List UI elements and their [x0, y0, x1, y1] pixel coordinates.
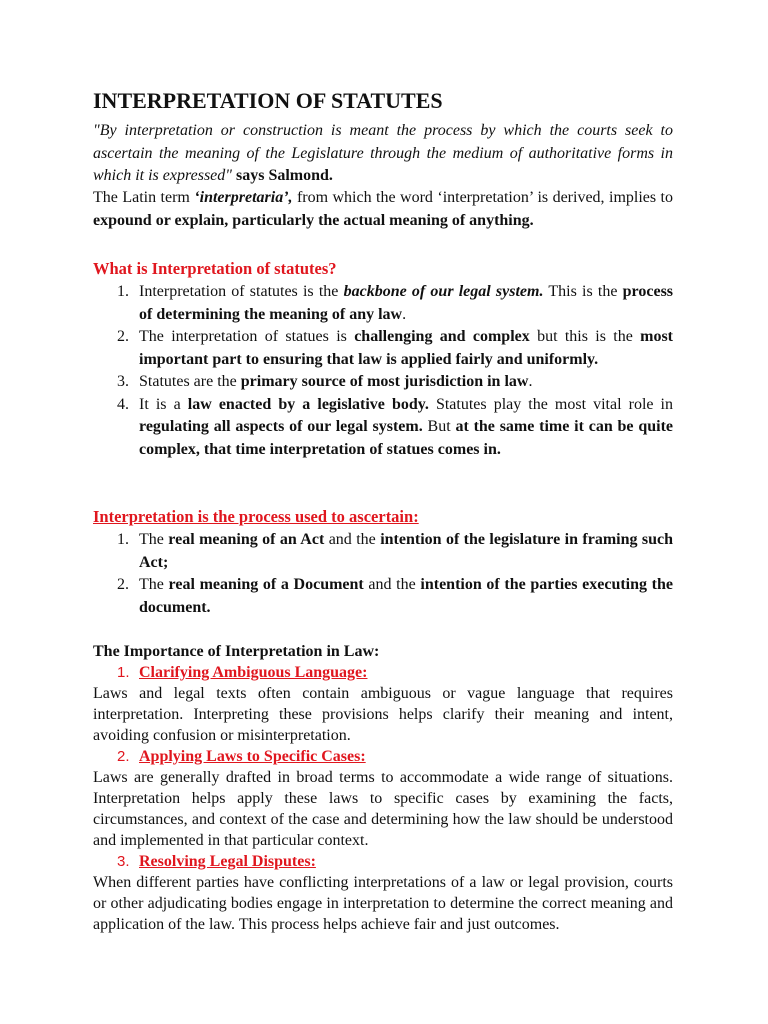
text-run: challenging and complex [354, 328, 530, 345]
list-item [93, 529, 673, 574]
list-item [93, 394, 673, 462]
list-number: 2. [117, 328, 129, 345]
text-run: from which the word ‘interpretation’ is derived, implies to [292, 189, 673, 206]
text-run: and the [324, 531, 381, 548]
text-run: expound or explain, particularly the actual meaning of anything. [93, 211, 534, 229]
text-run: The Latin term [93, 189, 195, 206]
importance-body: Laws and legal texts often contain ambiguous or vague language that requires interpretation. Interpreting these provisions helps clarify their meaning and intent, avoiding confusion or misinterpretation. [93, 685, 673, 744]
text-run: This is the [543, 283, 623, 300]
text-run: law enacted by a legislative body. [187, 395, 429, 413]
list-number: 2. [117, 576, 129, 593]
text-run: Interpretation of statutes is the [139, 283, 344, 300]
text-run: The [139, 531, 169, 548]
section-heading-importance: The Importance of Interpretation in Law: [93, 643, 380, 660]
text-run: real meaning of an Act [168, 531, 325, 548]
text-run: The [139, 576, 169, 593]
list-number: 1. [117, 283, 129, 300]
text-run: Statutes play the most vital role in [428, 395, 674, 413]
text-run: But [422, 418, 456, 435]
section2-list [93, 529, 673, 619]
latin-paragraph [93, 187, 673, 232]
text-run: real meaning of a Document [168, 576, 364, 593]
text-run: says Salmond. [236, 167, 333, 184]
list-item [93, 574, 673, 619]
importance-list [93, 662, 673, 935]
intro-quote [93, 120, 673, 188]
section-heading-process: Interpretation is the process used to ascertain: [93, 507, 419, 526]
importance-item-heading [93, 662, 673, 683]
importance-title: Applying Laws to Specific Cases: [139, 748, 366, 765]
list-item [93, 281, 673, 326]
text-run: primary source of most jurisdiction in law [240, 373, 529, 390]
list-item [93, 371, 673, 394]
text-run: intention of the parties executing the document. [139, 576, 674, 616]
importance-title: Resolving Legal Disputes: [139, 853, 316, 870]
text-run: "By interpretation or construction is meant the process by which the courts seek to ascertain the meaning of the Legislature through the medium of authoritative forms in which it is expressed" [93, 122, 673, 184]
text-run: at the same time it can be quite complex, that time interpretation of statues comes in. [139, 418, 673, 458]
text-run: backbone of our legal system. [343, 283, 544, 300]
list-number: 2. [117, 748, 130, 765]
document-title: INTERPRETATION OF STATUTES [93, 88, 443, 113]
importance-item-heading [93, 746, 673, 767]
text-run: most important part to ensuring that law is applied fairly and uniformly. [139, 328, 674, 368]
text-run: but this is the [529, 328, 641, 345]
text-run: and the [363, 576, 421, 593]
text-run: Statutes are the [139, 373, 241, 390]
list-number: 1. [117, 664, 130, 681]
text-run: . [402, 305, 407, 323]
text-run: process of determining the meaning of any law [139, 283, 674, 323]
text-run: . [528, 373, 533, 390]
list-number: 4. [117, 395, 129, 413]
importance-title: Clarifying Ambiguous Language: [139, 664, 368, 681]
importance-item-heading [93, 851, 673, 872]
list-number: 3. [117, 853, 130, 870]
list-number: 3. [117, 373, 129, 390]
section1-list [93, 281, 673, 461]
importance-body: When different parties have conflicting interpretations of a law or legal provision, courts or other adjudicating bodies engage in interpretation to determine the correct meaning and application of the law. This process helps achieve fair and just outcomes. [93, 874, 673, 933]
text-run: intention of the legislature in framing such Act; [139, 531, 674, 571]
importance-body: Laws are generally drafted in broad terms to accommodate a wide range of situations. Interpretation helps apply these laws to specific cases by examining the facts, circumstances, and context of the case and determining how the law should be understood and implemented in that particular context. [93, 769, 673, 849]
list-item [93, 326, 673, 371]
text-run: ‘interpretaria’, [194, 189, 293, 206]
text-run: regulating all aspects of our legal system. [139, 418, 423, 435]
list-number: 1. [117, 531, 129, 548]
text-run: It is a [139, 395, 188, 413]
section-heading-what-is: What is Interpretation of statutes? [93, 259, 337, 278]
text-run: The interpretation of statues is [139, 328, 355, 345]
